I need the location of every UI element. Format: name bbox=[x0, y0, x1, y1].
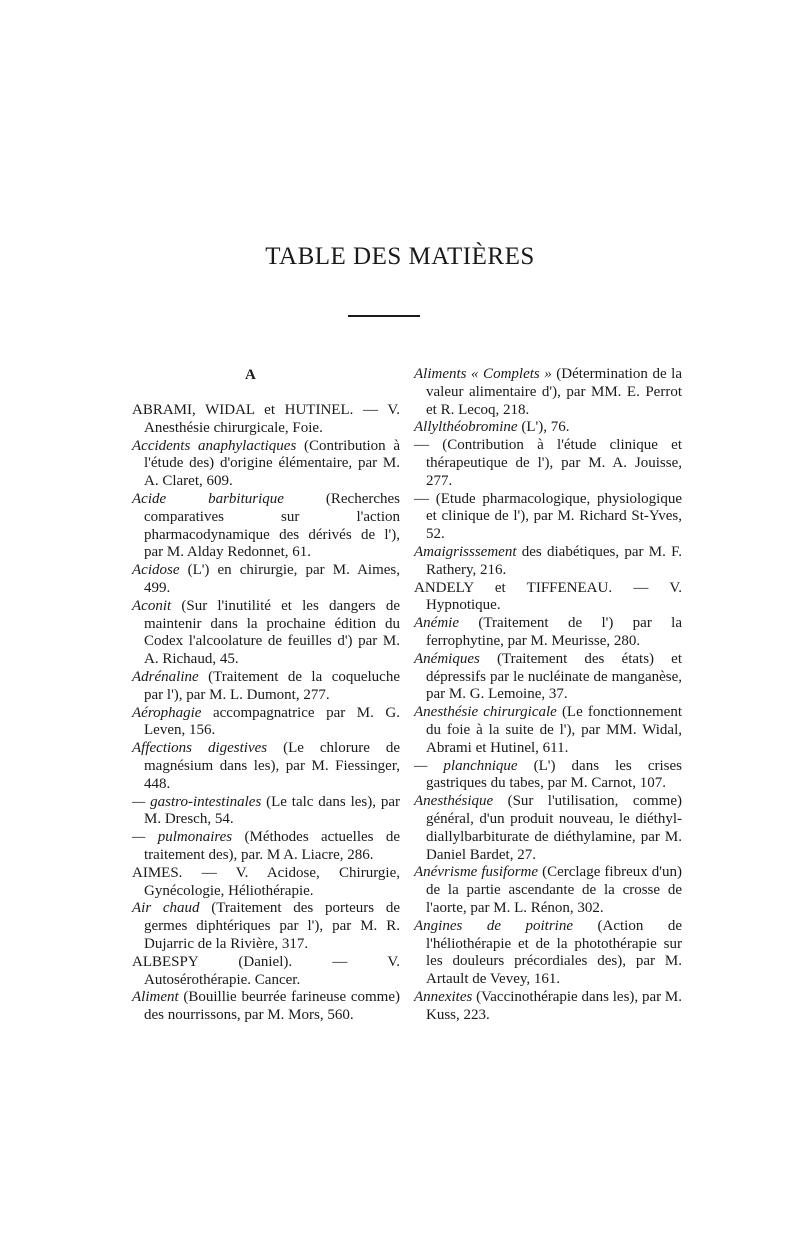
index-term: Adrénaline bbox=[132, 668, 199, 685]
index-text: ALBESPY (Daniel). — V. Autosérothérapie. Cancer. bbox=[132, 953, 400, 988]
index-entry bbox=[414, 437, 682, 490]
index-text: — (Contribution à l'étude clinique et thérapeutique de l'), par M. A. Jouisse, 277. bbox=[414, 437, 682, 489]
index-entry bbox=[414, 704, 682, 757]
index-term: — planchnique bbox=[414, 757, 518, 774]
index-text: (Sur l'utilisation, comme) général, d'un produit nouveau, le diéthyl-diallylbarbiturate de diéthylamine, par M. Daniel Bardet, 27. bbox=[426, 793, 682, 863]
index-text: des diabétiques, par M. F. Rathery, 216. bbox=[426, 543, 682, 578]
index-entry bbox=[414, 366, 682, 419]
section-letter: A bbox=[245, 367, 256, 383]
index-term: Anémiques bbox=[414, 650, 480, 667]
index-term: Acidose bbox=[132, 562, 180, 579]
index-term: Affections digestives bbox=[132, 740, 268, 757]
index-term: Anesthésique bbox=[414, 793, 494, 810]
index-term: Anémie bbox=[414, 615, 459, 632]
index-text: (Sur l'inutilité et les dangers de maintenir dans la prochaine édition du Codex l'alcoolature de feuilles d') par M. A. Richaud, 45. bbox=[144, 597, 400, 668]
title-divider bbox=[348, 315, 420, 317]
index-entry bbox=[414, 864, 682, 917]
index-entry bbox=[132, 705, 400, 741]
index-text: accompagnatrice par M. G. Leven, 156. bbox=[144, 704, 400, 739]
index-text: (Action de l'héliothérapie et de la photothérapie sur les douleurs précordiales des), par M. Artault de Vevey, 161. bbox=[426, 917, 682, 988]
index-text: (Cerclage fibreux d'un) de la partie ascendante de la crosse de l'aorte, par M. L. Rénon, 302. bbox=[426, 864, 682, 916]
index-entry bbox=[414, 989, 682, 1025]
index-term: Acide barbiturique bbox=[132, 490, 284, 507]
index-term: Angines de poitrine bbox=[414, 917, 573, 934]
index-text: (Le chlorure de magnésium dans les), par M. Fiessinger, 448. bbox=[144, 740, 401, 792]
index-text: (Recherches comparatives sur l'action pharmacodynamique des dérivés de l'), par M. Alday Redonnet, 61. bbox=[144, 490, 401, 561]
index-entry bbox=[132, 794, 400, 830]
index-entry bbox=[414, 491, 682, 544]
index-text: ANDELY et TIFFENEAU. — V. Hypnotique. bbox=[414, 579, 682, 614]
index-text: (L') en chirurgie, par M. Aimes, 499. bbox=[144, 562, 400, 596]
index-term: Allylthéobromine bbox=[414, 419, 518, 436]
index-text: (Détermination de la valeur alimentaire d'), par MM. E. Perrot et R. Lecoq, 218. bbox=[426, 366, 682, 418]
index-entry bbox=[132, 669, 400, 705]
index-entry bbox=[132, 740, 400, 793]
index-text: (Le talc dans les), par M. Dresch, 54. bbox=[144, 793, 400, 828]
index-column-left bbox=[132, 402, 400, 1025]
index-entry bbox=[132, 598, 400, 669]
index-term: Air chaud bbox=[132, 900, 200, 917]
index-term: Anesthésie chirurgicale bbox=[414, 704, 557, 721]
index-text: (Le fonctionnement du foie à la suite de l'), par MM. Widal, Abrami et Hutinel, 611. bbox=[426, 704, 682, 756]
index-text: (L'), 76. bbox=[517, 419, 570, 436]
index-text: (Contribution à l'étude des) d'origine élémentaire, par M. A. Claret, 609. bbox=[144, 437, 400, 490]
index-term: Aliment bbox=[132, 989, 179, 1006]
index-term: Anévrisme fusiforme bbox=[414, 864, 539, 881]
index-entry bbox=[414, 793, 682, 864]
index-term: — pulmonaires bbox=[132, 829, 233, 846]
index-entry bbox=[414, 580, 682, 616]
page-title: TABLE DES MATIÈRES bbox=[265, 243, 535, 270]
index-column-right bbox=[414, 366, 682, 1024]
index-entry bbox=[132, 402, 400, 438]
index-text: (Méthodes actuelles de traitement des), par. M A. Liacre, 286. bbox=[144, 829, 400, 863]
index-text: (Traitement de l') par la ferrophytine, par M. Meurisse, 280. bbox=[426, 615, 682, 649]
index-entry bbox=[132, 491, 400, 562]
index-term: Amaigrisssement bbox=[414, 543, 517, 560]
index-entry bbox=[132, 989, 400, 1025]
index-text: (Traitement des états) et dépressifs par le nucléinate de manganèse, par M. G. Lemoine, 37. bbox=[426, 650, 682, 703]
index-text: (Vaccinothérapie dans les), par M. Kuss, 223. bbox=[426, 988, 682, 1023]
index-term: Aérophagie bbox=[132, 704, 202, 721]
index-term: Accidents anaphylactiques bbox=[132, 437, 297, 454]
index-text: (Traitement de la coqueluche par l'), par M. L. Dumont, 277. bbox=[144, 668, 400, 703]
index-text: (Bouillie beurrée farineuse comme) des nourrissons, par M. Mors, 560. bbox=[144, 989, 400, 1024]
index-term: — gastro-intestinales bbox=[132, 793, 262, 810]
index-text: AIMES. — V. Acidose, Chirurgie, Gynécologie, Héliothérapie. bbox=[132, 864, 400, 899]
index-entry bbox=[414, 419, 682, 437]
index-term: Annexites bbox=[414, 988, 473, 1005]
index-entry bbox=[132, 954, 400, 990]
index-entry bbox=[414, 918, 682, 989]
index-entry bbox=[132, 900, 400, 953]
index-text: ABRAMI, WIDAL et HUTINEL. — V. Anesthésie chirurgicale, Foie. bbox=[132, 402, 400, 436]
index-text: (L') dans les crises gastriques du tabes, par M. Carnot, 107. bbox=[426, 757, 682, 792]
index-entry bbox=[132, 829, 400, 865]
index-entry bbox=[414, 615, 682, 651]
index-text: (Traitement des porteurs de germes diphtériques par l'), par M. R. Dujarric de la Rivière, 317. bbox=[144, 900, 400, 952]
index-entry bbox=[414, 544, 682, 580]
index-entry bbox=[414, 651, 682, 704]
index-text: — (Etude pharmacologique, physiologique et clinique de l'), par M. Richard St-Yves, 52. bbox=[414, 490, 682, 543]
index-entry bbox=[132, 438, 400, 491]
index-entry bbox=[414, 758, 682, 794]
index-term: Aliments « Complets » bbox=[414, 366, 552, 382]
index-entry bbox=[132, 865, 400, 901]
index-entry bbox=[132, 562, 400, 598]
index-term: Aconit bbox=[132, 597, 172, 614]
